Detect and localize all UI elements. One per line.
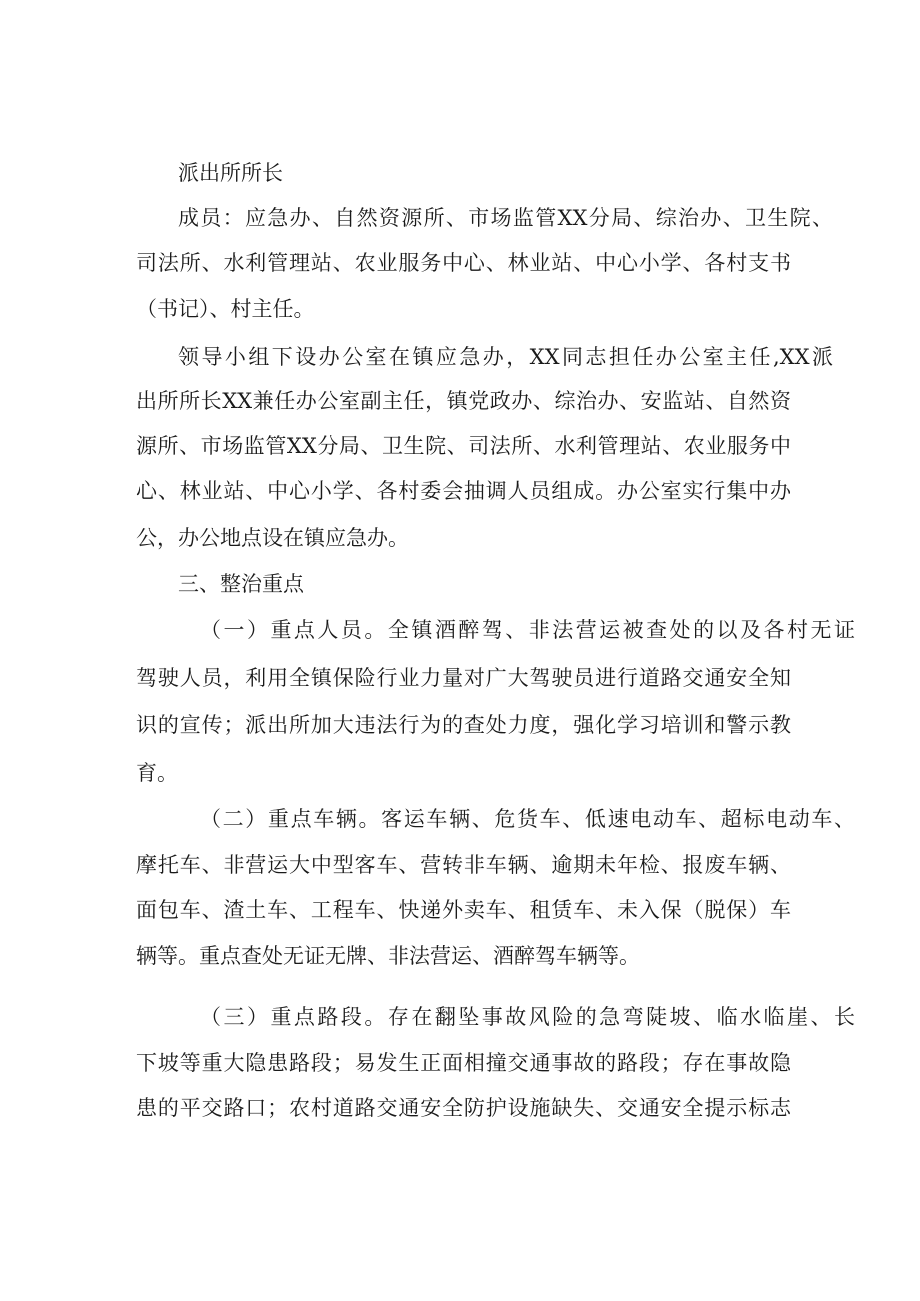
text-line: （三）重点路段。存在翻坠事故风险的急弯陡坡、临水临崖、长 [200, 1005, 855, 1029]
text-line: 司法所、水利管理站、农业服务中心、林业站、中心小学、各村支书 [136, 251, 791, 275]
text-line: 摩托车、非营运大中型客车、营转非车辆、逾期未年检、报废车辆、 [136, 853, 791, 877]
section-heading: 三、整治重点 [178, 572, 304, 596]
text-line: 出所所长XX兼任办公室副主任，镇党政办、综治办、安监站、自然资 [136, 389, 791, 413]
text-line: 公，办公地点设在镇应急办。 [136, 526, 409, 550]
text-line: 领导小组下设办公室在镇应急办，XX同志担任办公室主任,XX派 [178, 345, 833, 369]
text-line: 驾驶人员，利用全镇保险行业力量对广大驾驶员进行道路交通安全知 [136, 666, 791, 690]
text-line: （书记）、村主任。 [136, 297, 315, 321]
text-line: 识的宣传；派出所加大违法行为的查处力度，强化学习培训和警示教 [136, 713, 791, 737]
text-line: 源所、市场监管XX分局、卫生院、司法所、水利管理站、农业服务中 [136, 434, 791, 458]
text-line: （二）重点车辆。客运车辆、危货车、低速电动车、超标电动车、 [200, 807, 855, 831]
text-line: （一）重点人员。全镇酒醉驾、非法营运被查处的以及各村无证 [200, 618, 855, 642]
text-line: 派出所所长 [178, 161, 283, 185]
text-line: 心、林业站、中心小学、各村委会抽调人员组成。办公室实行集中办 [136, 479, 791, 503]
text-line: 辆等。重点查处无证无牌、非法营运、酒醉驾车辆等。 [136, 944, 640, 968]
text-line: 患的平交路口；农村道路交通安全防护设施缺失、交通安全提示标志 [136, 1096, 791, 1120]
text-line: 育。 [136, 761, 178, 785]
text-line: 下坡等重大隐患路段；易发生正面相撞交通事故的路段；存在事故隐 [136, 1051, 791, 1075]
text-line: 面包车、渣土车、工程车、快递外卖车、租赁车、未入保（脱保）车 [136, 898, 791, 922]
text-line: 成员：应急办、自然资源所、市场监管XX分局、综治办、卫生院、 [178, 206, 833, 230]
